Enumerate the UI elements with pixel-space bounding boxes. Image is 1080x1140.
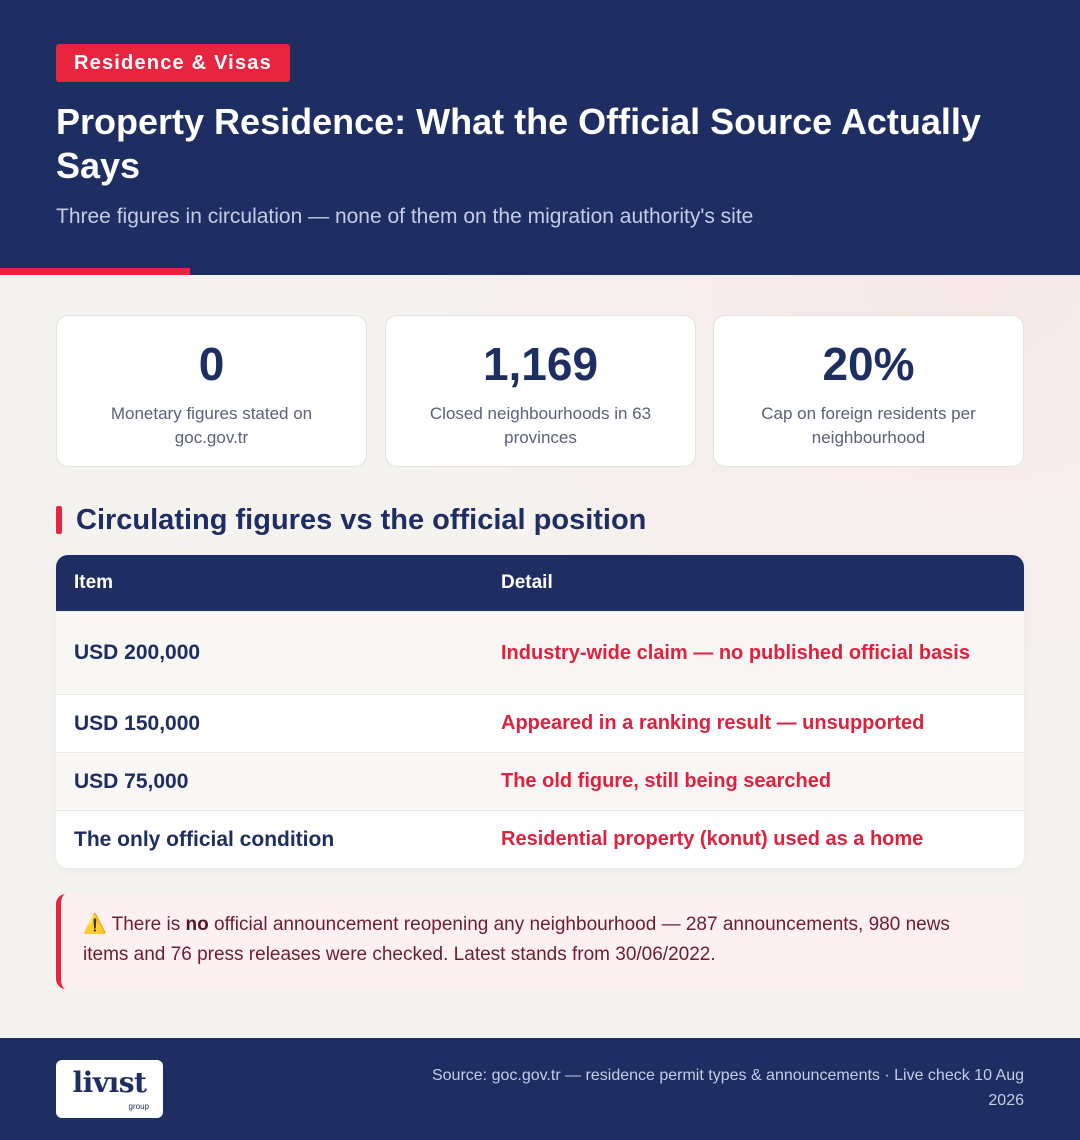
table-cell-detail: Residential property (konut) used as a home [501, 828, 924, 850]
table-cell-item: USD 150,000 [74, 711, 201, 735]
header-accent-bar [0, 268, 190, 275]
stat-value: 1,169 [482, 338, 599, 390]
table-cell-detail: Industry-wide claim — no published official basis [501, 641, 970, 664]
table-row [56, 752, 1024, 810]
stat-card-monetary-figures [56, 315, 367, 467]
page-subtitle: Three figures in circulation — none of them on the migration authority's site [56, 205, 754, 228]
table-row [56, 694, 1024, 752]
warning-note [56, 894, 1024, 989]
logo-subtext: group [128, 1102, 149, 1111]
stat-card-closed-neighbourhoods [385, 315, 696, 467]
column-header-item: Item [74, 572, 114, 593]
source-note: Source: goc.gov.tr — residence permit types & announcements · Live check 10 Aug 2026 [431, 1067, 1024, 1109]
stat-label: Cap on foreign residents per neighbourhood [761, 404, 976, 447]
table-row [56, 810, 1024, 868]
column-header-detail: Detail [501, 572, 553, 593]
stat-label: Closed neighbourhoods in 63 provinces [429, 404, 652, 447]
table-cell-item: USD 75,000 [74, 769, 189, 793]
figures-table [56, 555, 1024, 868]
stat-card-foreign-resident-cap [713, 315, 1024, 467]
logo-wordmark: livıst [72, 1066, 147, 1099]
header-banner [0, 0, 1080, 275]
table-cell-detail: The old figure, still being searched [501, 770, 832, 792]
footer [0, 1038, 1080, 1140]
table-header [56, 555, 1024, 611]
table-cell-item: USD 200,000 [74, 641, 201, 664]
table-cell-item: The only official condition [74, 827, 335, 851]
category-tag: Residence & Visas [56, 44, 290, 82]
note-emphasis: no [185, 914, 209, 935]
warning-icon: ⚠️ [83, 914, 107, 935]
table-row [56, 611, 1024, 694]
stat-value: 0 [198, 338, 225, 390]
page-title: Property Residence: What the Official Source Actually Says [56, 101, 981, 186]
note-text-end: official announcement reopening any neighbourhood — 287 announcements, 980 news items and 76 press releases were checked. Latest stands from 30/06/2022. [83, 914, 950, 965]
stat-label: Monetary figures stated on goc.gov.tr [110, 404, 313, 447]
section-title: Circulating figures vs the official position [56, 500, 646, 540]
stat-value: 20% [822, 338, 915, 390]
table-cell-detail: Appeared in a ranking result — unsupported [501, 712, 925, 734]
brand-logo [56, 1060, 163, 1118]
note-text-start: There is [106, 914, 186, 935]
